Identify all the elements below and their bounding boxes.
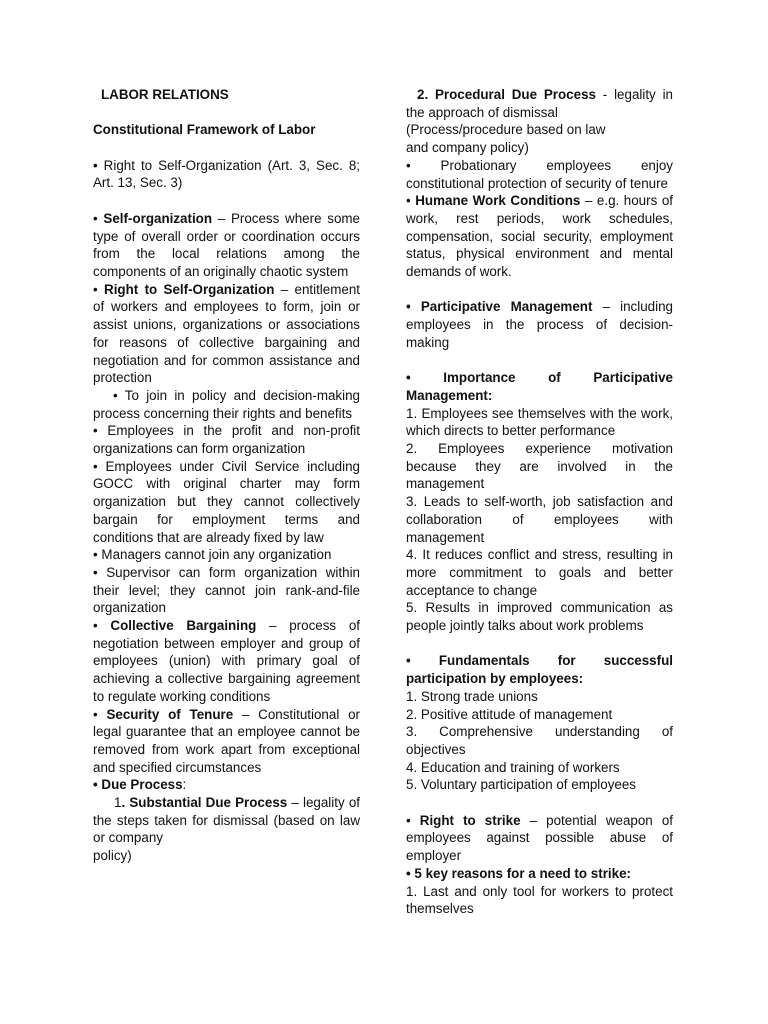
paragraph-substantial-due-process — [93, 794, 360, 847]
term-security-of-tenure: Security of Tenure — [106, 706, 234, 722]
heading-importance — [406, 369, 673, 404]
list-item: 3. Comprehensive understanding of objectives — [406, 724, 673, 757]
list-item: 3. Leads to self-worth, job satisfaction and collaboration of employees with management — [406, 494, 673, 545]
section-subtitle — [93, 121, 360, 139]
term-right-to-self-organization: Right to Self-Organization — [104, 281, 275, 297]
list-item-civil-service: • Employees under Civil Service including GOCC with original charter may form organization but they cannot collectively bargain for employment terms and conditions that are already fixed by law — [93, 458, 360, 545]
list-item: 5. Results in improved communication as people jointly talks about work problems — [406, 600, 673, 634]
bullet: • — [93, 210, 104, 226]
heading-fundamentals — [406, 652, 673, 687]
item-number: 1 — [114, 795, 122, 811]
bullet: • — [406, 812, 420, 828]
list-item: 5. Voluntary participation of employees — [406, 777, 637, 793]
list-item: 4. Education and training of workers — [406, 759, 620, 775]
paragraph-probationary: • Probationary employees enjoy constitutional protection of security of tenure — [406, 157, 673, 191]
term-self-organization: Self-organization — [103, 210, 213, 226]
right-column — [406, 86, 673, 918]
document-title: LABOR RELATIONS — [101, 87, 229, 102]
paragraph-collective-bargaining — [93, 617, 360, 706]
paragraph-right-self-org-ref: • Right to Self-Organization (Art. 3, Sec. 8; Art. 13, Sec. 3) — [93, 157, 360, 191]
bullet: • — [406, 193, 416, 209]
subtitle-text: Constitutional Framework of Labor — [93, 122, 316, 138]
term-right-to-strike: Right to strike — [419, 812, 521, 828]
definition-procedural-due-process: - legality in the approach of dismissal — [406, 87, 673, 120]
term-collective-bargaining: Collective Bargaining — [110, 618, 257, 634]
key-reasons-heading-text: • 5 key reasons for a need to strike: — [406, 865, 631, 881]
paragraph-substantial-due-process-tail: policy) — [93, 848, 132, 864]
left-column — [93, 86, 360, 865]
definition-security-of-tenure: – Constitutional or legal guarantee that an employee cannot be removed from work apart from exceptional and specified circumstances — [93, 706, 360, 775]
paragraph-procedural-line2: (Process/procedure based on law — [406, 122, 606, 138]
term-substantial-due-process: . Substantial Due Process — [121, 795, 288, 811]
paragraph-right-to-self-organization — [93, 281, 360, 387]
term-due-process: • Due Process — [93, 777, 183, 793]
definition-humane-work-conditions: – e.g. hours of work, rest periods, work schedules, compensation, social security, employment status, physical environment and mental demands of work. — [406, 193, 674, 280]
paragraph-self-organization — [93, 210, 360, 281]
paragraph-security-of-tenure — [93, 706, 360, 777]
definition-right-to-self-organization: – entitlement of workers and employees to form, join or assist unions, organizations or associations for reasons of collective bargaining and negotiation and for common assistance and protection — [93, 281, 360, 386]
definition-collective-bargaining: – process of negotiation between employer and group of employees (union) with primary goal of achieving a collective bargaining agreement to regulate working conditions — [93, 618, 360, 704]
paragraph-procedural-due-process — [406, 86, 673, 121]
paragraph-humane-work-conditions — [406, 192, 673, 281]
importance-heading-text: • Importance of Participative Management: — [406, 370, 673, 403]
paragraph-participative-management — [406, 298, 673, 351]
list-item: 1. Last and only tool for workers to protect themselves — [406, 883, 673, 917]
list-item: 1. Strong trade unions — [406, 688, 538, 704]
list-item: 2. Positive attitude of management — [406, 706, 613, 722]
bullet: • — [93, 281, 105, 297]
heading-key-reasons — [406, 865, 673, 883]
list-item-profit-orgs: • Employees in the profit and non-profit organizations can form organization — [93, 423, 360, 457]
bullet: • — [93, 618, 111, 634]
bullet: • — [93, 706, 107, 722]
list-item-supervisor: • Supervisor can form organization within their level; they cannot join rank-and-file organization — [93, 564, 360, 616]
list-item-managers: • Managers cannot join any organization — [93, 547, 332, 563]
definition-self-organization: – Process where some type of overall order or coordination occurs from the local relations among the components of an originally chaotic system — [93, 210, 360, 279]
list-item: 4. It reduces conflict and stress, resulting in more commitment to goals and better acceptance to change — [406, 547, 673, 598]
list-item: 2. Employees experience motivation because they are involved in the management — [406, 441, 673, 492]
list-item: 1. Employees see themselves with the work, which directs to better performance — [406, 405, 673, 439]
fundamentals-heading-text: • Fundamentals for successful participation by employees: — [406, 653, 673, 687]
colon: : — [182, 777, 187, 793]
term-participative-management: • Participative Management — [406, 299, 593, 315]
definition-substantial-due-process: – legality of the steps taken for dismissal (based on law or company — [93, 795, 360, 846]
term-procedural-due-process: 2. Procedural Due Process — [417, 87, 596, 102]
definition-participative-management: – including employees in the process of decision-making — [406, 299, 673, 350]
definition-right-to-strike: – potential weapon of employees against possible abuse of employer — [406, 812, 673, 864]
list-item-policy: • To join in policy and decision-making process concerning their rights and benefits — [93, 387, 360, 421]
paragraph-due-process — [93, 776, 360, 794]
paragraph-procedural-line3: and company policy) — [406, 140, 529, 156]
paragraph-right-to-strike — [406, 812, 673, 865]
term-humane-work-conditions: Humane Work Conditions — [415, 193, 581, 209]
